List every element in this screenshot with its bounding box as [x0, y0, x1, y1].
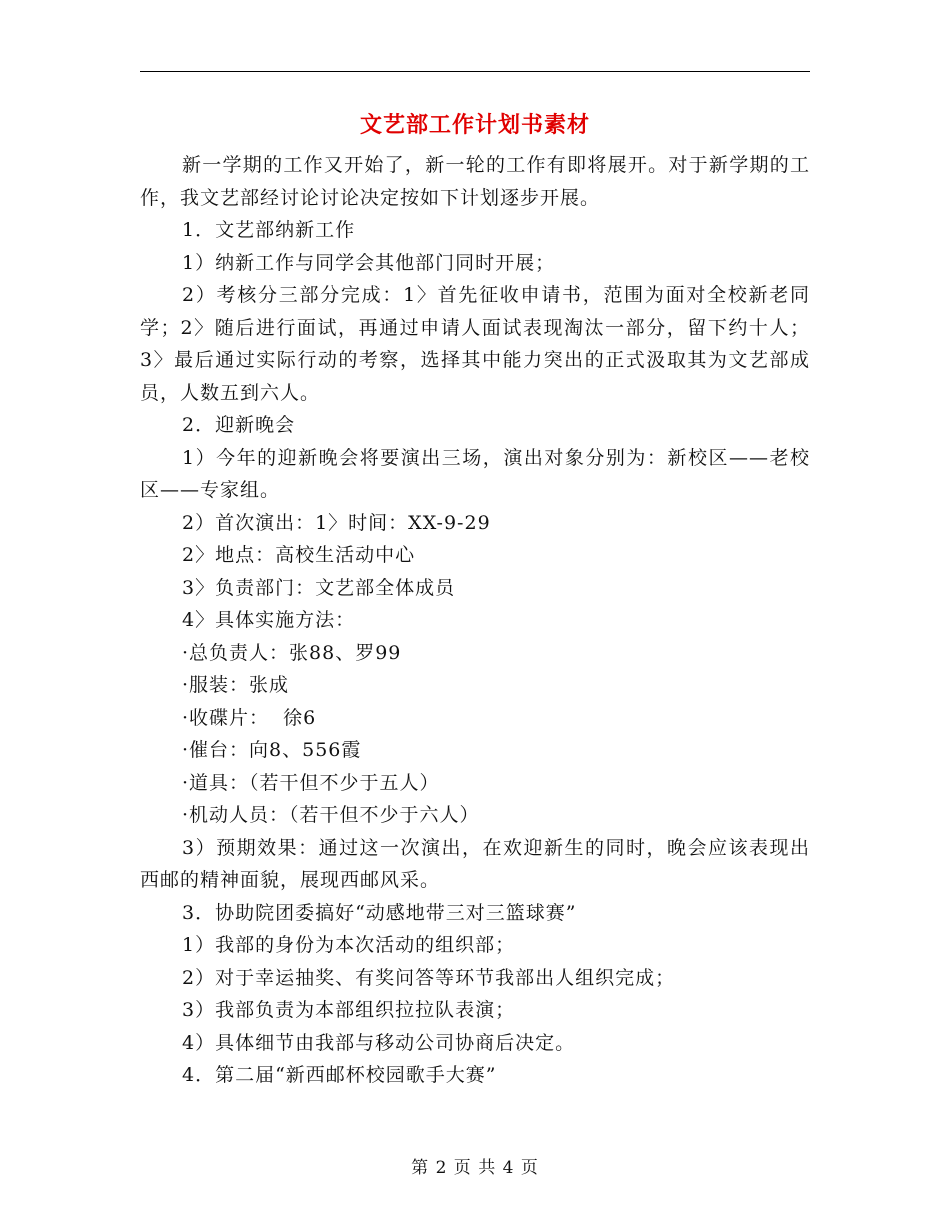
section-heading-basketball: 3．协助院团委搞好“动感地带三对三篮球赛”	[182, 901, 577, 924]
paragraph-item: 3）我部负责为本部组织拉拉队表演；	[182, 999, 516, 1021]
paragraph-intro: 新一学期的工作又开始了，新一轮的工作有即将展开。对于新学期的工作，我文艺部经讨论讨论决定按如下计划逐步开展。	[140, 154, 810, 209]
bullet-item: ·服装：张成	[182, 674, 290, 696]
paragraph-item: 1）今年的迎新晚会将要演出三场，演出对象分别为：新校区——老校区——专家组。	[140, 446, 810, 501]
bullet-item: ·总负责人：张88、罗99	[182, 641, 402, 664]
section-heading-recruitment: 1．文艺部纳新工作	[182, 219, 356, 241]
paragraph-item: 2）对于幸运抽奖、有奖问答等环节我部出人组织完成；	[182, 966, 676, 989]
section-heading-singer-contest: 4．第二届“新西邮杯校园歌手大赛”	[182, 1064, 497, 1086]
bullet-item: ·收碟片： 徐6	[182, 706, 317, 729]
bullet-item: ·机动人员：（若干但不少于六人）	[182, 804, 480, 826]
paragraph-item: 3〉负责部门：文艺部全体成员	[182, 576, 456, 599]
paragraph-item: 2）首次演出：1〉时间：XX-9-29	[182, 511, 491, 534]
paragraph-item: 4〉具体实施方法：	[182, 609, 356, 631]
document-title: 文艺部工作计划书素材	[359, 112, 590, 138]
page-number-footer: 第 2 页 共 4 页	[411, 1158, 539, 1178]
header-rule	[140, 71, 810, 72]
paragraph-item: 3）预期效果：通过这一次演出，在欢迎新生的同时，晚会应该表现出西邮的精神面貌，展现西邮风采。	[140, 836, 810, 891]
section-heading-welcome-party: 2．迎新晚会	[182, 414, 296, 436]
paragraph-item: 1）我部的身份为本次活动的组织部；	[182, 934, 516, 956]
document-body	[140, 149, 810, 1092]
paragraph-item: 4）具体细节由我部与移动公司协商后决定。	[182, 1031, 576, 1054]
bullet-item: ·道具：（若干但不少于五人）	[182, 771, 440, 794]
bullet-item: ·催台：向8、556霞	[182, 739, 362, 761]
paragraph-item: 2〉地点：高校生活动中心	[182, 544, 416, 566]
paragraph-item: 1）纳新工作与同学会其他部门同时开展；	[182, 251, 556, 274]
paragraph-item: 2）考核分三部分完成：1〉首先征收申请书，范围为面对全校新老同学；2〉随后进行面试，再通过申请人面试表现淘汰一部分，留下约十人；3〉最后通过实际行动的考察，选择其中能力突出的正式汲取其为文艺部成员，人数五到六人。	[140, 284, 810, 404]
